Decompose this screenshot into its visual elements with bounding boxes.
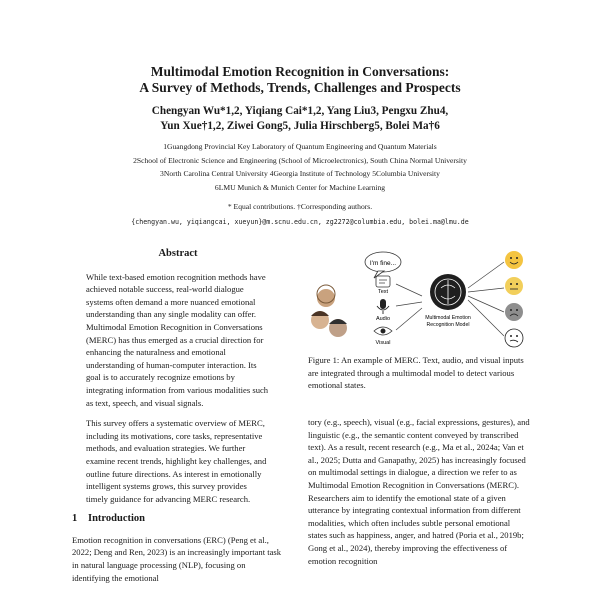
affiliation-3: 3North Carolina Central University 4Georgia Institute of Technology 5Columbia University bbox=[160, 169, 440, 178]
eye-icon bbox=[374, 327, 392, 335]
model-label-line-2: Recognition Model bbox=[426, 322, 470, 328]
title-line-2: A Survey of Methods, Trends, Challenges and Prospects bbox=[139, 80, 461, 95]
contribution-note: * Equal contributions. †Corresponding authors. bbox=[227, 202, 373, 211]
section-heading bbox=[72, 513, 284, 526]
face-icon bbox=[311, 311, 329, 329]
affiliation-2: 2School of Electronic Science and Engineering (School of Microelectronics), South China Normal University bbox=[133, 155, 467, 165]
abstract-heading: Abstract bbox=[158, 248, 198, 259]
author-emails: {chengyan.wu, yiqiangcai, xueyun}@m.scnu.edu.cn, zg2272@columbia.edu, bolei.ma@lmu.de bbox=[131, 218, 469, 226]
affiliation-1: 1Guangdong Provincial Key Laboratory of Quantum Engineering and Quantum Materials bbox=[163, 142, 437, 151]
section-title: Introduction bbox=[88, 513, 145, 525]
angry-emoji-icon bbox=[505, 303, 523, 321]
audio-modality-label: Audio bbox=[375, 316, 391, 322]
paper-title bbox=[0, 64, 600, 96]
abstract-paragraph-2: This survey offers a systematic overview of MERC, including its motivations, core tasks, representative methods, and evaluation strategies. We further examine recent trends, highlight key challenges, and outline future directions. As interest in emotionally intelligent systems grows, this survey provides timely guidance for advancing MERC research. bbox=[86, 418, 267, 504]
speech-bubble bbox=[365, 252, 401, 278]
section-number: 1 bbox=[72, 513, 78, 525]
text-icon bbox=[376, 276, 390, 287]
introduction-paragraph: Emotion recognition in conversations (ERC) (Peng et al., 2022; Deng and Ren, 2023) is an increasingly important task in natural language processing (NLP), focusing on identifying the emotional bbox=[72, 534, 282, 583]
confused-emoji-icon bbox=[505, 329, 523, 347]
visual-modality-label: Visual bbox=[375, 340, 391, 346]
authors-line-2: Yun Xue†1,2, Ziwei Gong5, Julia Hirschberg5, Bolei Ma†6 bbox=[160, 120, 440, 132]
figure-1 bbox=[308, 244, 530, 352]
author-list bbox=[0, 104, 600, 134]
face-icon bbox=[329, 319, 347, 337]
microphone-icon bbox=[377, 299, 389, 314]
neutral-emoji-icon bbox=[505, 277, 523, 295]
face-icon bbox=[317, 285, 335, 307]
brain-icon bbox=[430, 274, 466, 310]
left-column bbox=[72, 246, 284, 584]
speech-bubble-text: I'm fine... bbox=[369, 260, 397, 267]
affiliations bbox=[0, 140, 600, 194]
abstract-paragraph-1: While text-based emotion recognition methods have achieved notable success, real-world dialogue systems often demand a more nuanced emotional understanding than any single modality can offer. Multimodal Emotion Recognition in Conversations (MERC) has thus emerged as a crucial direction for enhancing the naturalness and emotional understanding of human-computer interaction. Its goal is to accurately recognize emotions by integrating information from various modalities such as text, speech, and visual signals. bbox=[86, 271, 269, 408]
model-label-line-1: Multimodal Emotion bbox=[425, 315, 471, 321]
affiliation-4: 6LMU Munich & Munich Center for Machine Learning bbox=[214, 182, 386, 192]
text-modality-label: Text bbox=[377, 289, 389, 295]
right-column-paragraph: tory (e.g., speech), visual (e.g., facial expressions, gestures), and linguistic (e.g., the semantic content conveyed by transcribed text). As a result, recent research (e.g., Ma et al., 2024a; Van et al., 2025; Dutta and Ganapathy, 2025) has increasingly focused on multimodal settings in dialogue, a direction we refer to as Multimodal Emotion Recognition in Conversations (MERC). Researchers aim to identify the emotional state of a given utterance by integrating contextual information from different modalities, which often includes subtle personal emotional states such as happiness, anger, and hatred (Poria et al., 2019b; Gong et al., 2024), thereby improving the effectiveness of emotion recognition bbox=[308, 417, 530, 566]
authors-line-1: Chengyan Wu*1,2, Yiqiang Cai*1,2, Yang Liu3, Pengxu Zhu4, bbox=[151, 105, 449, 117]
figure-caption: Figure 1: An example of MERC. Text, audio, and visual inputs are integrated through a multimodal model to detect various emotional states. bbox=[308, 355, 524, 391]
happy-emoji-icon bbox=[505, 251, 523, 269]
title-line-1: Multimodal Emotion Recognition in Conversations: bbox=[150, 64, 450, 79]
